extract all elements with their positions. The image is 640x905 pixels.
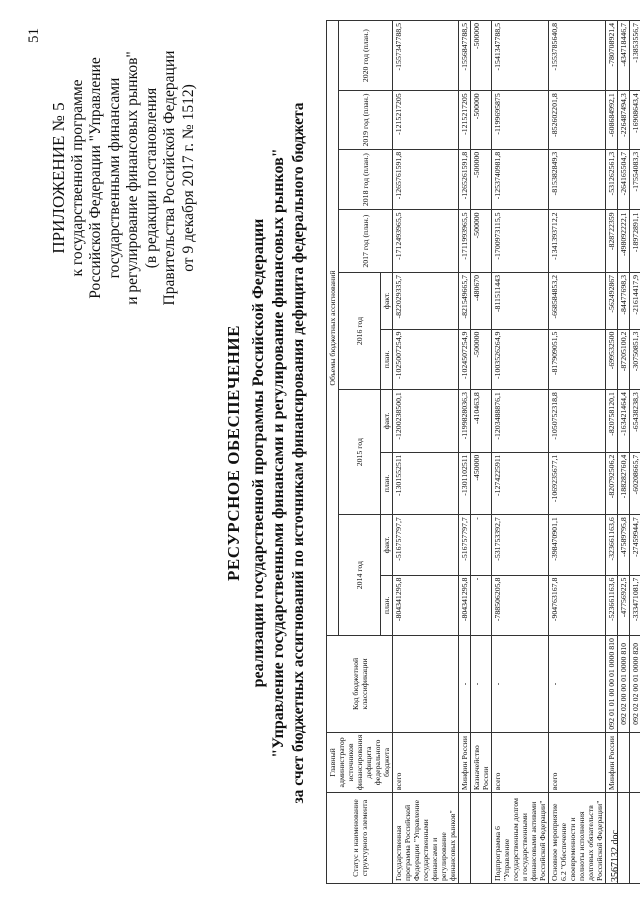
cell-value: -562492867 — [606, 272, 618, 329]
cell-value: -811511443 — [492, 272, 549, 329]
appendix-line: государственными финансами — [105, 77, 123, 279]
cell-value: -226487494,3 — [618, 91, 630, 150]
rotated-document-page — [14, 18, 640, 888]
cell-value: -500000 — [471, 210, 492, 273]
cell-value: -1024507254,9 — [459, 329, 471, 390]
cell-value: -1700973115,5 — [492, 210, 549, 273]
header-fact: факт. — [381, 390, 393, 453]
cell-value: -820758120,1 — [606, 390, 618, 453]
header-year-2020: 2020 год (план.) — [339, 21, 393, 91]
cell-value: -1199695875 — [492, 91, 549, 150]
appendix-line: Российской Федерации "Управление — [87, 57, 104, 299]
cell-code: - — [492, 636, 549, 733]
cell-value: -60208665,7 — [630, 452, 640, 515]
cell-code: - — [549, 636, 606, 733]
cell-value: -323661163,6 — [606, 515, 618, 575]
cell-value: - — [471, 515, 492, 575]
cell-value: -13853556,7 — [630, 21, 640, 91]
cell-value: -1557347788,5 — [393, 21, 459, 91]
appendix-line: Правительства Российской Федерации — [161, 50, 178, 306]
cell-value: -1199828036,3 — [459, 390, 471, 453]
cell-value: -21614417,9 — [630, 272, 640, 329]
cell-code: 092 02 02 00 01 0000 820 — [630, 636, 640, 733]
cell-value: -87205100,2 — [618, 329, 630, 390]
funding-source-line: за счет бюджетных ассигнований по источникам финансирования дефицита федерального бюджета — [290, 102, 307, 804]
cell-value: -410463,8 — [471, 390, 492, 453]
header-year-2018: 2018 год (план.) — [339, 149, 393, 210]
cell-value: -16908643,4 — [630, 91, 640, 150]
cell-code: 092 01 01 00 00 01 0000 810 — [606, 636, 618, 733]
cell-value: -531753392,7 — [492, 515, 549, 575]
cell-value: -1265261591,8 — [459, 149, 471, 210]
cell-value: -500000 — [471, 21, 492, 91]
cell-value: -821549665,7 — [459, 272, 471, 329]
cell-value: -188282760,4 — [618, 452, 630, 515]
cell-value: -47589795,8 — [618, 515, 630, 575]
header-year-2017: 2017 год (план.) — [339, 210, 393, 273]
cell-admin: Минфин России — [606, 732, 618, 792]
cell-value: -1711993965,5 — [459, 210, 471, 273]
cell-value: -804341295,8 — [459, 575, 471, 635]
cell-admin: Минфин России — [459, 732, 471, 792]
cell-value: -1050752318,8 — [549, 390, 606, 453]
cell-value: -1341393712,2 — [549, 210, 606, 273]
header-year-2019: 2019 год (план.) — [339, 91, 393, 150]
table-row — [606, 21, 618, 884]
cell-value: -608684992,1 — [606, 91, 618, 150]
table-row — [618, 21, 630, 884]
cell-value: -1025007254,9 — [393, 329, 459, 390]
cell-code: 092 02 00 00 01 0000 810 — [618, 636, 630, 733]
cell-admin: всего — [549, 732, 606, 792]
table-row — [471, 21, 492, 884]
cell-value: -788506205,8 — [492, 575, 549, 635]
cell-value: -450000 — [471, 452, 492, 515]
cell-value: -163421464,4 — [618, 390, 630, 453]
cell-value: -668584853,2 — [549, 272, 606, 329]
header-code: Код бюджетной классификации — [327, 636, 393, 733]
appendix-line: от 9 декабря 2017 г. № 1512) — [179, 84, 197, 272]
cell-value: -1301102511 — [459, 452, 471, 515]
cell-value: -500000 — [471, 329, 492, 390]
cell-value: -1003526264,9 — [492, 329, 549, 390]
appendix-number: ПРИЛОЖЕНИЕ № 5 — [49, 102, 68, 254]
cell-value: -699532500 — [606, 329, 618, 390]
cell-value: -1556847788,5 — [459, 21, 471, 91]
cell-admin: Казначейство России — [471, 732, 492, 792]
header-year-2014: 2014 год — [339, 515, 381, 636]
cell-value: -804341295,8 — [393, 575, 459, 635]
cell-value: -27459944,7 — [630, 515, 640, 575]
cell-value: -264165504,7 — [618, 149, 630, 210]
appendix-block — [50, 28, 198, 328]
cell-admin: всего — [492, 732, 549, 792]
page-number: 51 — [26, 28, 42, 43]
cell-status: Государственная программа Российской Федерации "Управление государственными финансами и регулирование финансовых рынков" — [393, 793, 459, 884]
table-row — [393, 21, 459, 884]
cell-value: -820792506,2 — [606, 452, 618, 515]
cell-status — [459, 793, 471, 884]
cell-value: -434718446,7 — [618, 21, 630, 91]
header-fact: факт. — [381, 515, 393, 575]
cell-code — [393, 636, 459, 733]
cell-value: -398470901,1 — [549, 515, 606, 575]
cell-value: -1069235677,1 — [549, 452, 606, 515]
cell-value: -480670 — [471, 272, 492, 329]
cell-value: -1215217205 — [459, 91, 471, 150]
header-status: Статус и наименование структурного элемента — [327, 793, 393, 884]
cell-value: -1253740981,8 — [492, 149, 549, 210]
program-name: "Управление государственными финансами и регулирование финансовых рынков" — [270, 148, 287, 758]
cell-value: -828722359 — [606, 210, 618, 273]
cell-admin: всего — [393, 732, 459, 792]
cell-value: -523661163,6 — [606, 575, 618, 635]
cell-value: -1215217205 — [393, 91, 459, 150]
cell-value: -531262561,3 — [606, 149, 618, 210]
header-year-2016: 2016 год — [339, 272, 381, 389]
header-fact: факт. — [381, 272, 393, 329]
document-subtitle: реализации государственной программы Российской Федерации — [250, 218, 267, 688]
cell-value: -498092222,1 — [618, 210, 630, 273]
cell-value: -516757797,7 — [393, 515, 459, 575]
cell-code: - — [471, 636, 492, 733]
cell-value: -852602201,8 — [549, 91, 606, 150]
cell-value: -516757797,7 — [459, 515, 471, 575]
header-volumes: Объемы бюджетных ассигнований — [327, 21, 339, 636]
cell-value: -904763167,8 — [549, 575, 606, 635]
header-plan: план. — [381, 452, 393, 515]
cell-status — [471, 793, 492, 884]
cell-value: -1712493965,5 — [393, 210, 459, 273]
header-plan: план. — [381, 329, 393, 390]
cell-value: -822029335,7 — [393, 272, 459, 329]
header-year-2015: 2015 год — [339, 390, 381, 515]
header-plan: план. — [381, 575, 393, 635]
resource-table — [326, 20, 640, 884]
cell-admin — [618, 732, 630, 792]
cell-value: -30750851,3 — [630, 329, 640, 390]
cell-value: -815382849,3 — [549, 149, 606, 210]
cell-value: -18972891,1 — [630, 210, 640, 273]
cell-code: - — [459, 636, 471, 733]
cell-value: -500000 — [471, 91, 492, 150]
cell-value: -1265761591,8 — [393, 149, 459, 210]
table-body — [393, 21, 640, 884]
cell-status — [630, 793, 640, 884]
document-file-id: 3567132.doc — [610, 830, 621, 882]
table-row — [630, 21, 640, 884]
table-row — [492, 21, 549, 884]
cell-value: -47756922,5 — [618, 575, 630, 635]
cell-admin — [630, 732, 640, 792]
table-row — [549, 21, 606, 884]
cell-value: -65438238,3 — [630, 390, 640, 453]
table-row — [459, 21, 471, 884]
document-title-block — [224, 88, 308, 818]
header-admin: Главный администратор источников финансирования дефицита федерального бюджета — [327, 732, 393, 792]
cell-status: Подпрограмма 6 "Управление государственным долгом и государственными финансовыми активами Российской Федерации" — [492, 793, 549, 884]
cell-value: -1301552511 — [393, 452, 459, 515]
cell-value: -780708921,4 — [606, 21, 618, 91]
appendix-line: и регулирование финансовых рынков" — [124, 51, 141, 305]
cell-value: -84477698,3 — [618, 272, 630, 329]
cell-value: -500000 — [471, 149, 492, 210]
cell-value: -1203488876,1 — [492, 390, 549, 453]
cell-status: Основное мероприятие 6.2 "Обеспечение своевременности и полноты исполнения долговых обязательств Российской Федерации" — [549, 793, 606, 884]
appendix-line: к государственной программе — [68, 79, 86, 277]
cell-value: -1541347788,5 — [492, 21, 549, 91]
cell-value: - — [471, 575, 492, 635]
cell-value: -17554083,3 — [630, 149, 640, 210]
cell-value: -1553785640,8 — [549, 21, 606, 91]
cell-value: -1200238500,1 — [393, 390, 459, 453]
document-title: РЕСУРСНОЕ ОБЕСПЕЧЕНИЕ — [224, 325, 243, 581]
cell-value: -817909051,5 — [549, 329, 606, 390]
cell-value: -1274225911 — [492, 452, 549, 515]
appendix-line: (в редакции постановления — [142, 87, 160, 269]
cell-value: -333471081,7 — [630, 575, 640, 635]
